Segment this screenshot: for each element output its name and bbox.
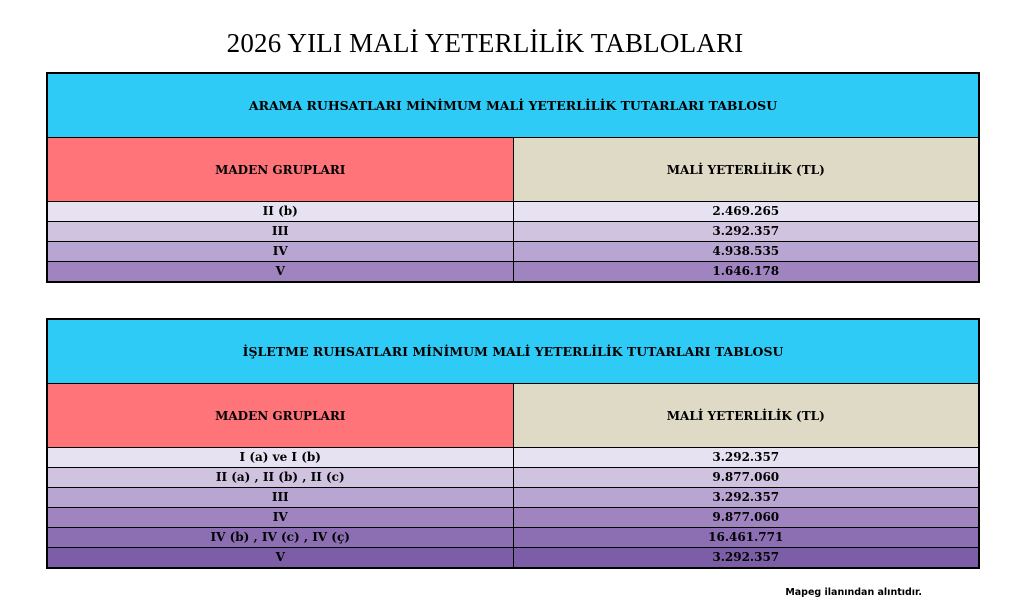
amount-cell: 16.461.771 [513, 528, 979, 548]
arama-table-title: ARAMA RUHSATLARI MİNİMUM MALİ YETERLİLİK TUTARLARI TABLOSU [47, 73, 979, 138]
page-title: 2026 YILI MALİ YETERLİLİK TABLOLARI [226, 28, 744, 58]
amount-cell: 3.292.357 [513, 448, 979, 468]
amount-cell: 2.469.265 [513, 202, 979, 222]
amount-cell: 4.938.535 [513, 242, 979, 262]
isletme-col-header-group: MADEN GRUPLARI [47, 384, 513, 448]
group-cell: IV [47, 242, 513, 262]
group-cell: II (a) , II (b) , II (c) [47, 468, 513, 488]
amount-cell: 3.292.357 [513, 222, 979, 242]
arama-ruhsat-table [46, 72, 980, 283]
table-row [47, 242, 979, 262]
isletme-ruhsat-table [46, 318, 980, 569]
table-row [47, 262, 979, 283]
group-cell: I (a) ve I (b) [47, 448, 513, 468]
group-cell: V [47, 548, 513, 569]
table-row [47, 222, 979, 242]
table-row [47, 202, 979, 222]
source-footnote: Mapeg ilanından alıntıdır. [785, 587, 922, 598]
arama-col-header-group: MADEN GRUPLARI [47, 138, 513, 202]
amount-cell: 1.646.178 [513, 262, 979, 283]
table-row [47, 468, 979, 488]
table-row [47, 508, 979, 528]
group-cell: III [47, 488, 513, 508]
amount-cell: 9.877.060 [513, 468, 979, 488]
group-cell: IV (b) , IV (c) , IV (ç) [47, 528, 513, 548]
table-row [47, 528, 979, 548]
group-cell: III [47, 222, 513, 242]
table-row [47, 548, 979, 569]
arama-col-header-amount: MALİ YETERLİLİK (TL) [513, 138, 979, 202]
table-row [47, 448, 979, 468]
amount-cell: 3.292.357 [513, 548, 979, 569]
group-cell: II (b) [47, 202, 513, 222]
isletme-table-title: İŞLETME RUHSATLARI MİNİMUM MALİ YETERLİLİK TUTARLARI TABLOSU [47, 319, 979, 384]
group-cell: V [47, 262, 513, 283]
amount-cell: 9.877.060 [513, 508, 979, 528]
amount-cell: 3.292.357 [513, 488, 979, 508]
group-cell: IV [47, 508, 513, 528]
table-row [47, 488, 979, 508]
isletme-col-header-amount: MALİ YETERLİLİK (TL) [513, 384, 979, 448]
